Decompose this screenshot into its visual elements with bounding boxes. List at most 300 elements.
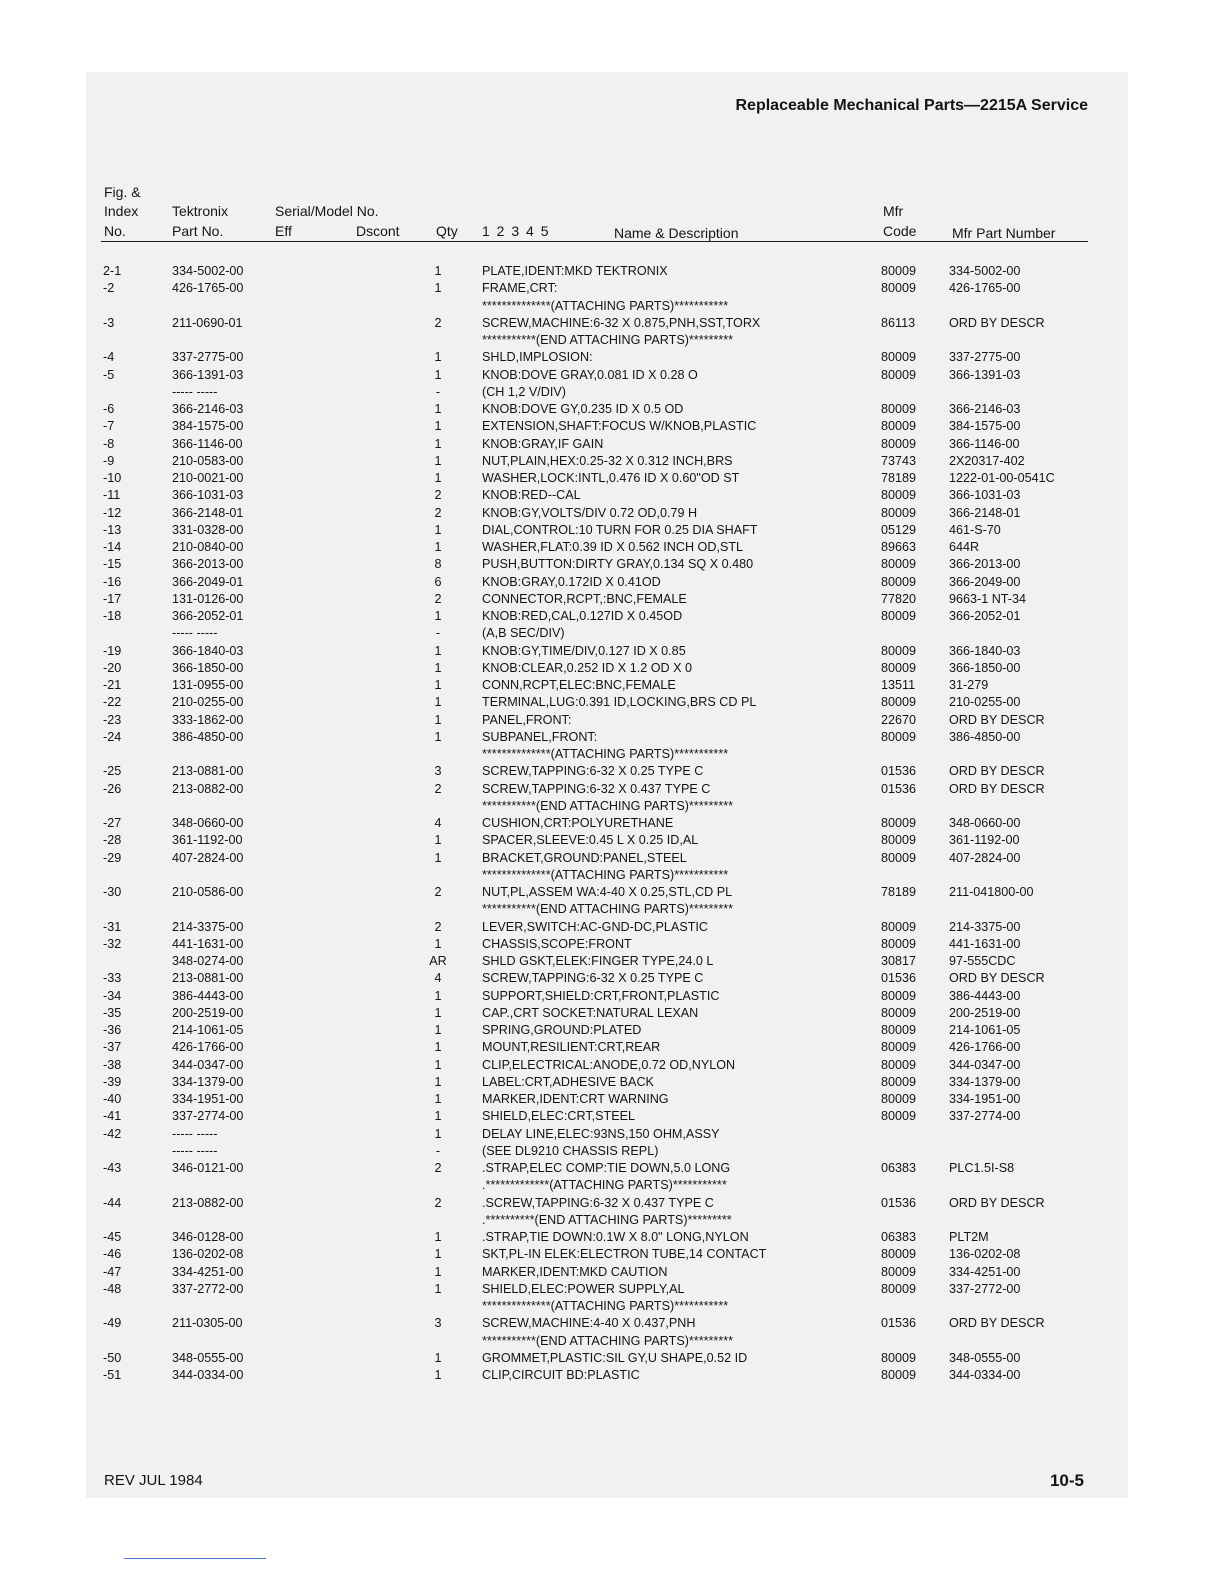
name-description: CLIP,ELECTRICAL:ANODE,0.72 OD,NYLON: [482, 1057, 736, 1072]
part-number: 346-0121-00: [172, 1161, 244, 1175]
part-number: 348-0555-00: [172, 1350, 244, 1365]
mfr-part-number: 9663-1 NT-34: [949, 591, 1027, 606]
name-description: KNOB:GRAY,IF GAIN: [482, 436, 604, 451]
name-description: .STRAP,TIE DOWN:0.1W X 8.0" LONG,NYLON: [482, 1230, 749, 1244]
mfr-code: 22670: [881, 712, 917, 727]
quantity: 1: [434, 419, 442, 434]
quantity: 1: [434, 1057, 442, 1072]
fig-index: -40: [103, 1092, 122, 1106]
part-number: 366-1146-00: [172, 436, 243, 451]
part-number: ----- -----: [172, 1126, 218, 1141]
name-description: SPRING,GROUND:PLATED: [482, 1023, 642, 1037]
mfr-code: 73743: [881, 453, 917, 468]
mfr-code: 80009: [881, 833, 917, 848]
col-eff: Eff: [275, 223, 292, 239]
mfr-code: 80009: [881, 488, 917, 503]
mfr-part-number: 334-4251-00: [949, 1264, 1021, 1279]
table-row: [0, 868, 1224, 885]
table-row: [0, 1247, 1224, 1264]
part-number: 441-1631-00: [172, 936, 244, 951]
table-row: [0, 1144, 1224, 1161]
part-number: 214-1061-05: [172, 1023, 244, 1037]
name-description: ***********(END ATTACHING PARTS)*********: [482, 1333, 734, 1348]
col-fig-line3: No.: [104, 223, 126, 239]
col-indent-levels: 1 2 3 4 5: [482, 223, 549, 239]
fig-index: -8: [103, 436, 115, 451]
name-description: KNOB:RED--CAL: [482, 488, 581, 503]
mfr-part-number: 366-1840-03: [949, 643, 1021, 658]
table-row: [0, 747, 1224, 764]
table-row: [0, 575, 1224, 592]
part-number: 331-0328-00: [172, 522, 244, 537]
fig-index: -29: [103, 850, 122, 865]
header-rule: [101, 241, 1088, 242]
mfr-part-number: 211-041800-00: [949, 885, 1034, 899]
name-description: SUPPORT,SHIELD:CRT,FRONT,PLASTIC: [482, 988, 720, 1003]
part-number: 334-1379-00: [172, 1074, 244, 1089]
part-number: 426-1765-00: [172, 281, 244, 296]
mfr-code: 80009: [881, 729, 917, 744]
table-row: [0, 299, 1224, 316]
table-row: [0, 764, 1224, 781]
mfr-code: 80009: [881, 1109, 917, 1124]
mfr-code: 80009: [881, 919, 917, 934]
mfr-part-number: 334-5002-00: [949, 264, 1021, 278]
table-row: [0, 1058, 1224, 1075]
mfr-part-number: 348-0555-00: [949, 1350, 1021, 1365]
quantity: 1: [434, 936, 442, 951]
part-number: 426-1766-00: [172, 1040, 244, 1055]
quantity: 1: [434, 264, 442, 278]
quantity: 1: [434, 1005, 442, 1020]
quantity: 2: [434, 505, 442, 520]
mfr-part-number: 366-1850-00: [949, 660, 1021, 675]
quantity: 1: [434, 367, 442, 382]
mfr-part-number: 407-2824-00: [949, 850, 1021, 865]
name-description: SKT,PL-IN ELEK:ELECTRON TUBE,14 CONTACT: [482, 1247, 767, 1262]
mfr-part-number: 366-2013-00: [949, 557, 1021, 572]
parts-list: [0, 264, 1224, 1385]
name-description: KNOB:DOVE GY,0.235 ID X 0.5 OD: [482, 402, 684, 416]
quantity: 4: [434, 971, 442, 986]
part-number: 366-1031-03: [172, 488, 244, 503]
quantity: 2: [434, 1161, 442, 1175]
fig-index: -3: [103, 315, 115, 330]
quantity: 1: [434, 712, 442, 727]
mfr-code: 86113: [881, 315, 916, 330]
quantity: 1: [434, 540, 442, 554]
name-description: CUSHION,CRT:POLYURETHANE: [482, 816, 674, 830]
part-number: 366-1391-03: [172, 367, 244, 382]
name-description: ***********(END ATTACHING PARTS)*********: [482, 798, 734, 813]
mfr-code: 78189: [881, 471, 917, 485]
part-number: 213-0882-00: [172, 781, 244, 796]
mfr-part-number: ORD BY DESCR: [949, 781, 1045, 796]
fig-index: 2-1: [103, 264, 122, 278]
name-description: **************(ATTACHING PARTS)***********: [482, 747, 729, 761]
table-row: [0, 954, 1224, 971]
table-row: [0, 1213, 1224, 1230]
name-description: SCREW,MACHINE:4-40 X 0.437,PNH: [482, 1316, 696, 1331]
mfr-code: 80009: [881, 1350, 917, 1365]
col-dscont: Dscont: [356, 223, 400, 239]
quantity: 1: [434, 1350, 442, 1365]
fig-index: -35: [103, 1005, 122, 1020]
quantity: -: [435, 626, 441, 641]
name-description: GROMMET,PLASTIC:SIL GY,U SHAPE,0.52 ID: [482, 1350, 748, 1365]
quantity: 2: [434, 315, 442, 330]
mfr-part-number: 337-2775-00: [949, 350, 1021, 365]
name-description: MOUNT,RESILIENT:CRT,REAR: [482, 1040, 661, 1055]
mfr-part-number: 348-0660-00: [949, 816, 1021, 830]
name-description: BRACKET,GROUND:PANEL,STEEL: [482, 850, 687, 865]
quantity: 1: [434, 1126, 442, 1141]
mfr-part-number: 344-0334-00: [949, 1368, 1021, 1382]
table-row: [0, 540, 1224, 557]
part-number: 210-0255-00: [172, 695, 244, 710]
mfr-part-number: 334-1951-00: [949, 1092, 1021, 1106]
mfr-code: 80009: [881, 816, 917, 830]
name-description: NUT,PL,ASSEM WA:4-40 X 0.25,STL,CD PL: [482, 885, 733, 899]
quantity: 1: [434, 833, 442, 848]
fig-index: -28: [103, 833, 122, 848]
table-row: [0, 385, 1224, 402]
table-row: [0, 1092, 1224, 1109]
part-number: 344-0334-00: [172, 1368, 244, 1382]
fig-index: -11: [103, 488, 121, 503]
table-row: [0, 971, 1224, 988]
name-description: LABEL:CRT,ADHESIVE BACK: [482, 1074, 654, 1089]
table-row: [0, 419, 1224, 436]
mfr-code: 80009: [881, 505, 917, 520]
table-row: [0, 1006, 1224, 1023]
quantity: 1: [434, 850, 442, 865]
name-description: CONN,RCPT,ELEC:BNC,FEMALE: [482, 678, 676, 692]
table-row: [0, 730, 1224, 747]
quantity: 2: [434, 488, 442, 503]
quantity: 2: [434, 591, 442, 606]
part-number: 386-4850-00: [172, 729, 244, 744]
quantity: 8: [434, 557, 442, 572]
mfr-part-number: 2X20317-402: [949, 453, 1025, 468]
quantity: 1: [434, 988, 442, 1003]
mfr-code: 80009: [881, 557, 917, 572]
part-number: 210-0583-00: [172, 453, 244, 468]
part-number: 366-2148-01: [172, 505, 244, 520]
name-description: SCREW,TAPPING:6-32 X 0.25 TYPE C: [482, 971, 704, 986]
part-number: 334-4251-00: [172, 1264, 244, 1279]
part-number: 131-0126-00: [172, 591, 244, 606]
mfr-part-number: 461-S-70: [949, 522, 1001, 537]
fig-index: -18: [103, 609, 122, 623]
fig-index: -21: [103, 678, 122, 692]
mfr-part-number: 31-279: [949, 678, 989, 692]
fig-index: -33: [103, 971, 122, 986]
quantity: 1: [434, 609, 442, 623]
name-description: FRAME,CRT:: [482, 281, 558, 296]
mfr-code: 06383: [881, 1161, 917, 1175]
quantity: 1: [434, 522, 442, 537]
table-row: [0, 816, 1224, 833]
mfr-part-number: 384-1575-00: [949, 419, 1021, 434]
fig-index: -24: [103, 729, 122, 744]
part-number: 337-2772-00: [172, 1281, 244, 1296]
quantity: 1: [434, 1040, 442, 1055]
part-number: 211-0690-01: [172, 315, 243, 330]
fig-index: -50: [103, 1350, 122, 1365]
part-number: 211-0305-00: [172, 1316, 243, 1331]
quantity: 1: [434, 1368, 442, 1382]
mfr-code: 80009: [881, 1368, 917, 1382]
part-number: 136-0202-08: [172, 1247, 244, 1262]
mfr-part-number: 366-1146-00: [949, 436, 1020, 451]
quantity: 2: [434, 1195, 442, 1210]
mfr-code: 77820: [881, 591, 917, 606]
table-row: [0, 1161, 1224, 1178]
part-number: 213-0881-00: [172, 971, 244, 986]
name-description: **************(ATTACHING PARTS)***********: [482, 298, 729, 313]
mfr-code: 01536: [881, 971, 917, 986]
mfr-part-number: 366-2049-00: [949, 574, 1021, 589]
mfr-part-number: 426-1765-00: [949, 281, 1021, 296]
name-description: CAP.,CRT SOCKET:NATURAL LEXAN: [482, 1005, 699, 1020]
col-fig-line2: Index: [104, 203, 139, 219]
fig-index: -16: [103, 574, 122, 589]
fig-index: -27: [103, 816, 122, 830]
quantity: -: [435, 1143, 441, 1158]
mfr-code: 80009: [881, 1005, 917, 1020]
fig-index: -9: [103, 453, 115, 468]
name-description: SCREW,TAPPING:6-32 X 0.437 TYPE C: [482, 781, 711, 796]
part-number: 337-2774-00: [172, 1109, 244, 1124]
part-number: 348-0274-00: [172, 954, 244, 968]
table-row: [0, 851, 1224, 868]
table-row: [0, 1075, 1224, 1092]
col-tek-line2: Part No.: [172, 223, 224, 239]
table-row: [0, 333, 1224, 350]
scan-edge-line: [124, 1558, 266, 1559]
mfr-code: 80009: [881, 1040, 917, 1055]
mfr-part-number: 1222-01-00-0541C: [949, 471, 1055, 485]
name-description: MARKER,IDENT:CRT WARNING: [482, 1092, 669, 1106]
name-description: CONNECTOR,RCPT,:BNC,FEMALE: [482, 591, 687, 606]
mfr-code: 80009: [881, 1247, 917, 1262]
col-qty: Qty: [436, 223, 458, 239]
name-description: ***********(END ATTACHING PARTS)*********: [482, 333, 734, 347]
mfr-code: 01536: [881, 1195, 917, 1210]
table-row: [0, 368, 1224, 385]
mfr-part-number: 366-2148-01: [949, 505, 1021, 520]
quantity: 2: [434, 919, 442, 934]
quantity: 6: [434, 574, 442, 589]
mfr-part-number: 441-1631-00: [949, 936, 1021, 951]
fig-index: -23: [103, 712, 122, 727]
quantity: 3: [434, 1316, 442, 1331]
fig-index: -14: [103, 540, 122, 554]
quantity: 2: [434, 781, 442, 796]
part-number: 407-2824-00: [172, 850, 244, 865]
part-number: 386-4443-00: [172, 988, 244, 1003]
quantity: 1: [434, 1109, 442, 1124]
mfr-part-number: 386-4443-00: [949, 988, 1021, 1003]
mfr-part-number: ORD BY DESCR: [949, 1316, 1045, 1331]
mfr-part-number: 426-1766-00: [949, 1040, 1021, 1055]
col-name-description: Name & Description: [614, 225, 739, 241]
table-row: [0, 799, 1224, 816]
mfr-code: 01536: [881, 764, 917, 779]
table-row: [0, 1196, 1224, 1213]
quantity: 1: [434, 1074, 442, 1089]
name-description: SHIELD,ELEC:CRT,STEEL: [482, 1109, 636, 1124]
name-description: SCREW,TAPPING:6-32 X 0.25 TYPE C: [482, 764, 704, 779]
mfr-part-number: 97-555CDC: [949, 954, 1016, 968]
col-tek-line1: Tektronix: [172, 203, 229, 219]
part-number: 348-0660-00: [172, 816, 244, 830]
part-number: 334-5002-00: [172, 264, 244, 278]
col-serial-model: Serial/Model No.: [275, 203, 379, 219]
mfr-code: 80009: [881, 436, 917, 451]
name-description: **************(ATTACHING PARTS)***********: [482, 1299, 729, 1313]
name-description: MARKER,IDENT:MKD CAUTION: [482, 1264, 668, 1279]
mfr-code: 80009: [881, 350, 917, 365]
mfr-part-number: 366-2146-03: [949, 402, 1021, 416]
name-description: .STRAP,ELEC COMP:TIE DOWN,5.0 LONG: [482, 1161, 731, 1175]
mfr-part-number: ORD BY DESCR: [949, 315, 1045, 330]
quantity: 1: [434, 678, 442, 692]
table-row: [0, 1316, 1224, 1333]
name-description: SPACER,SLEEVE:0.45 L X 0.25 ID,AL: [482, 833, 699, 848]
revision-date: REV JUL 1984: [104, 1472, 203, 1489]
name-description: **************(ATTACHING PARTS)***********: [482, 867, 729, 882]
name-description: SHIELD,ELEC:POWER SUPPLY,AL: [482, 1281, 685, 1296]
name-description: TERMINAL,LUG:0.391 ID,LOCKING,BRS CD PL: [482, 695, 757, 710]
fig-index: -12: [103, 505, 122, 520]
quantity: 1: [434, 695, 442, 710]
fig-index: -4: [103, 350, 115, 365]
part-number: 334-1951-00: [172, 1092, 244, 1106]
mfr-part-number: 386-4850-00: [949, 729, 1021, 744]
name-description: EXTENSION,SHAFT:FOCUS W/KNOB,PLASTIC: [482, 419, 757, 434]
fig-index: -43: [103, 1161, 122, 1175]
name-description: CLIP,CIRCUIT BD:PLASTIC: [482, 1368, 640, 1382]
fig-index: -42: [103, 1126, 122, 1141]
quantity: 1: [434, 436, 442, 451]
fig-index: -20: [103, 660, 122, 675]
fig-index: -6: [103, 402, 115, 416]
mfr-code: 80009: [881, 574, 917, 589]
name-description: PLATE,IDENT:MKD TEKTRONIX: [482, 264, 668, 278]
col-mfr-code-line2: Code: [883, 223, 917, 239]
mfr-part-number: 334-1379-00: [949, 1074, 1021, 1089]
table-row: [0, 782, 1224, 799]
name-description: KNOB:GY,TIME/DIV,0.127 ID X 0.85: [482, 643, 686, 658]
part-number: 366-2049-01: [172, 574, 244, 589]
table-row: [0, 437, 1224, 454]
mfr-code: 80009: [881, 1074, 917, 1089]
table-row: [0, 885, 1224, 902]
mfr-part-number: ORD BY DESCR: [949, 1195, 1045, 1210]
mfr-code: 80009: [881, 850, 917, 865]
part-number: ----- -----: [172, 384, 218, 399]
name-description: .SCREW,TAPPING:6-32 X 0.437 TYPE C: [482, 1195, 714, 1210]
mfr-part-number: ORD BY DESCR: [949, 712, 1045, 727]
part-number: 213-0881-00: [172, 764, 244, 779]
table-row: [0, 592, 1224, 609]
quantity: 1: [434, 281, 442, 296]
fig-index: -10: [103, 471, 122, 485]
part-number: 366-2146-03: [172, 402, 244, 416]
quantity: 1: [434, 1264, 442, 1279]
fig-index: -15: [103, 557, 122, 572]
mfr-part-number: 361-1192-00: [949, 833, 1020, 848]
part-number: 213-0882-00: [172, 1195, 244, 1210]
table-row: [0, 350, 1224, 367]
part-number: 210-0021-00: [172, 471, 244, 485]
table-row: [0, 920, 1224, 937]
mfr-code: 80009: [881, 1264, 917, 1279]
quantity: 4: [434, 816, 442, 830]
mfr-part-number: 366-1391-03: [949, 367, 1021, 382]
mfr-code: 80009: [881, 1092, 917, 1106]
quantity: 2: [434, 885, 442, 899]
fig-index: -22: [103, 695, 122, 710]
fig-index: -30: [103, 885, 122, 899]
table-row: [0, 1368, 1224, 1385]
fig-index: -44: [103, 1195, 122, 1210]
name-description: KNOB:GRAY,0.172ID X 0.41OD: [482, 574, 661, 589]
mfr-code: 80009: [881, 936, 917, 951]
quantity: 1: [434, 1281, 442, 1296]
name-description: (CH 1,2 V/DIV): [482, 384, 566, 399]
fig-index: -36: [103, 1023, 122, 1037]
mfr-code: 80009: [881, 419, 917, 434]
name-description: KNOB:CLEAR,0.252 ID X 1.2 OD X 0: [482, 660, 692, 675]
col-mfr-part-number: Mfr Part Number: [952, 225, 1056, 241]
name-description: CHASSIS,SCOPE:FRONT: [482, 936, 632, 951]
part-number: 210-0586-00: [172, 885, 244, 899]
mfr-part-number: 337-2774-00: [949, 1109, 1021, 1124]
table-row: [0, 1351, 1224, 1368]
fig-index: -17: [103, 591, 122, 606]
part-number: 366-1840-03: [172, 643, 244, 658]
name-description: LEVER,SWITCH:AC-GND-DC,PLASTIC: [482, 919, 709, 934]
part-number: 366-2052-01: [172, 609, 244, 623]
mfr-part-number: 366-2052-01: [949, 609, 1021, 623]
table-row: [0, 1023, 1224, 1040]
mfr-code: 80009: [881, 1023, 917, 1037]
part-number: ----- -----: [172, 1143, 218, 1158]
mfr-part-number: 210-0255-00: [949, 695, 1021, 710]
part-number: 384-1575-00: [172, 419, 244, 434]
quantity: AR: [429, 954, 447, 968]
part-number: 333-1862-00: [172, 712, 244, 727]
table-row: [0, 402, 1224, 419]
part-number: 344-0347-00: [172, 1057, 244, 1072]
table-row: [0, 902, 1224, 919]
name-description: SHLD,IMPLOSION:: [482, 350, 593, 365]
fig-index: -19: [103, 643, 122, 658]
name-description: KNOB:GY,VOLTS/DIV 0.72 OD,0.79 H: [482, 505, 698, 520]
table-row: [0, 454, 1224, 471]
mfr-code: 80009: [881, 367, 917, 382]
table-row: [0, 609, 1224, 626]
page-header-title: Replaceable Mechanical Parts—2215A Service: [735, 97, 1088, 114]
table-row: [0, 471, 1224, 488]
mfr-part-number: 644R: [949, 540, 980, 554]
name-description: PANEL,FRONT:: [482, 712, 572, 727]
name-description: (SEE DL9210 CHASSIS REPL): [482, 1143, 659, 1158]
mfr-part-number: 214-1061-05: [949, 1023, 1021, 1037]
